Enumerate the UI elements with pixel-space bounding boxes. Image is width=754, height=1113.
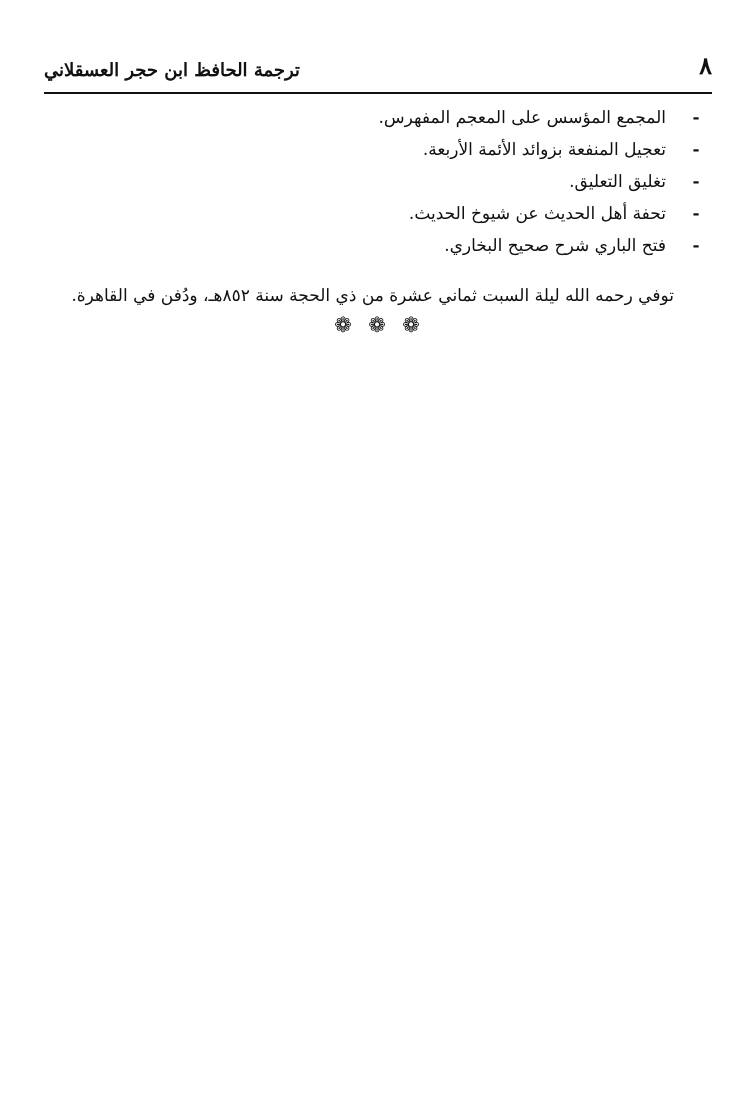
list-bullet: - bbox=[692, 204, 700, 224]
list-item bbox=[106, 230, 706, 262]
book-title: تغليق التعليق. bbox=[569, 172, 666, 192]
book-title: تحفة أهل الحديث عن شيوخ الحديث. bbox=[408, 204, 666, 224]
closing-paragraph: توفي رحمه الله ليلة السبت ثماني عشرة من ذي الحجة سنة ٨٥٢هـ، ودُفن في القاهرة. bbox=[71, 286, 674, 306]
header-rule bbox=[44, 92, 712, 94]
list-bullet: - bbox=[692, 108, 700, 128]
list-bullet: - bbox=[692, 172, 700, 192]
page-number: ٨ bbox=[699, 51, 712, 80]
flower-ornament-icon: ❁ bbox=[368, 313, 386, 337]
section-divider bbox=[0, 312, 754, 338]
flower-ornament-icon: ❁ bbox=[334, 313, 352, 337]
running-title: ترجمة الحافظ ابن حجر العسقلاني bbox=[44, 60, 300, 81]
list-item bbox=[106, 102, 706, 134]
list-item bbox=[106, 134, 706, 166]
book-title: فتح الباري شرح صحيح البخاري. bbox=[444, 236, 666, 256]
flower-ornament-icon: ❁ bbox=[402, 313, 420, 337]
list-bullet: - bbox=[692, 140, 700, 160]
book-list bbox=[106, 102, 706, 262]
book-title: المجمع المؤسس على المعجم المفهرس. bbox=[378, 108, 666, 128]
page-header bbox=[44, 52, 712, 92]
list-item bbox=[106, 198, 706, 230]
list-bullet: - bbox=[692, 236, 700, 256]
list-item bbox=[106, 166, 706, 198]
book-title: تعجيل المنفعة بزوائد الأئمة الأربعة. bbox=[422, 140, 666, 160]
